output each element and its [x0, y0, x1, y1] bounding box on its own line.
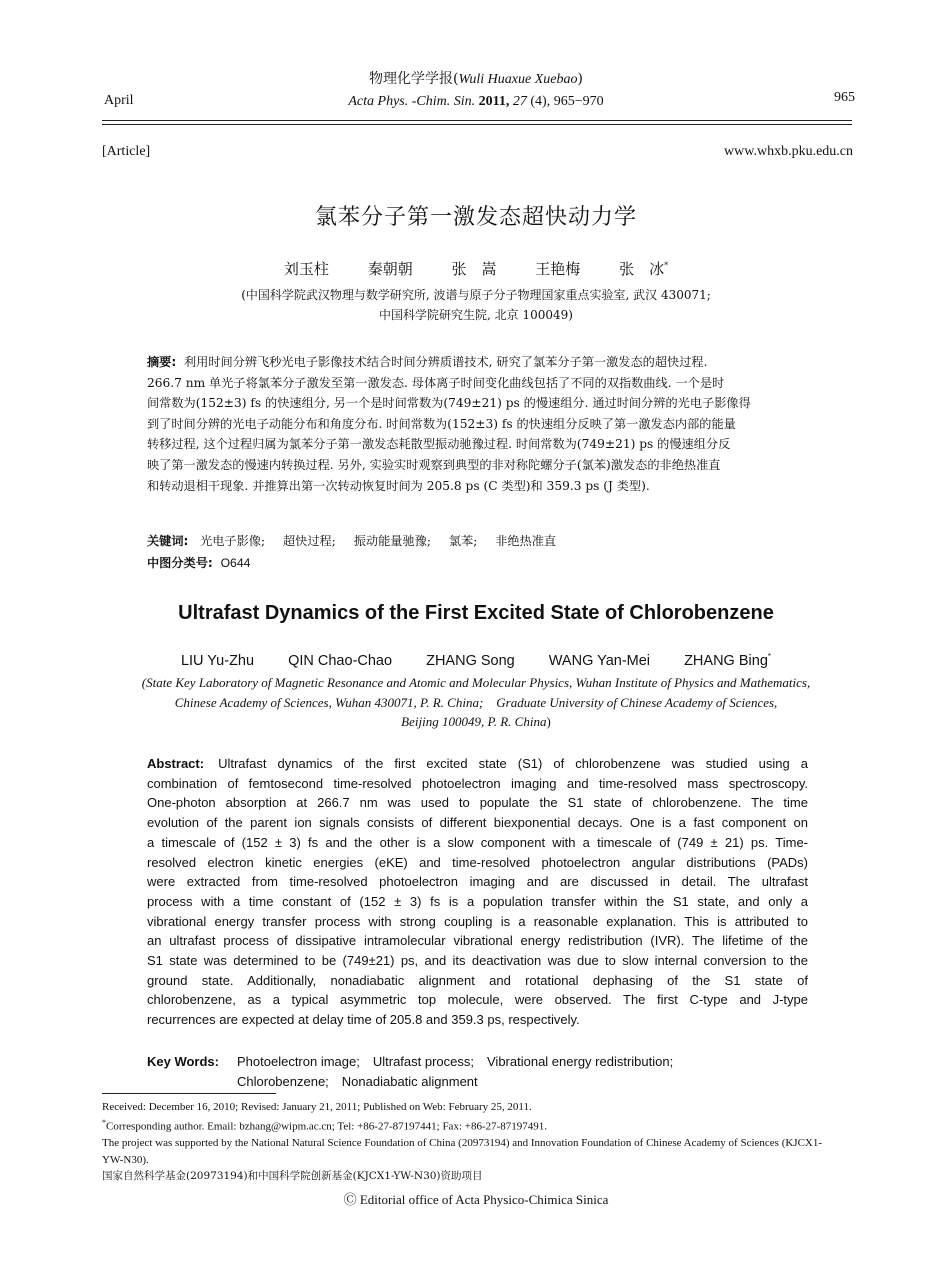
keywords-en-line-1	[147, 1052, 673, 1072]
affiliation-cn-line-1: (中国科学院武汉物理与数学研究所, 波谱与原子分子物理国家重点实验室, 武汉 430071;	[241, 288, 711, 302]
abstract-cn-line: 到了时间分辨的光电子动能分布和角度分布. 时间常数为(152±3) fs 的快速组分反映了第一激发态内部的能量	[147, 416, 736, 431]
keyword-cn: 光电子影像;	[200, 534, 266, 548]
abstract-en-line: vibrational energy transfer process with strong coupling is a reasonable explanation. This is attributed to	[147, 913, 808, 929]
journal-name-cn-text: 物理化学学报(	[369, 71, 459, 87]
keyword-cn: 非绝热准直	[495, 534, 557, 548]
authors-en	[0, 652, 952, 669]
keywords-en-text: Photoelectron image; Ultrafast process; Vibrational energy redistribution;	[237, 1054, 674, 1069]
footnote-received: Received: December 16, 2010; Revised: January 21, 2011; Published on Web: February 25, 2011.	[102, 1101, 532, 1113]
author-cn: 秦朝朝	[367, 260, 413, 278]
header-rule-bottom	[102, 124, 852, 125]
keywords-cn-label: 关键词:	[147, 534, 189, 548]
abstract-cn-line: 和转动退相干现象. 并推算出第一次转动恢复时间为 205.8 ps (C 类型)和 359.3 ps (J 类型).	[147, 478, 650, 493]
citation-pages: (4), 965−970	[530, 94, 604, 109]
abstract-en-line: resolved electron kinetic energies (eKE) and time-resolved photoelectron angular distributions (PADs)	[147, 854, 808, 870]
author-cn: 张 嵩	[451, 260, 497, 278]
abstract-en-line: One-photon absorption at 266.7 nm was used to populate the S1 state of chlorobenzene. The time	[147, 795, 808, 811]
corresponding-mark: *	[767, 652, 772, 661]
abstract-cn-line: 间常数为(152±3) fs 的快速组分, 另一个是时间常数为(749±21) ps 的慢速组分. 通过时间分辨的光电子影像得	[147, 396, 751, 411]
title-cn: 氯苯分子第一激发态超快动力学	[314, 205, 637, 230]
author-en: ZHANG Song	[426, 652, 515, 669]
article-type: [Article]	[102, 144, 151, 159]
author-en: QIN Chao-Chao	[288, 652, 393, 669]
abstract-en-line	[147, 754, 808, 774]
author-cn-name: 张 冰	[619, 260, 665, 278]
abstract-cn-line: 映了第一激发态的慢速内转换过程. 另外, 实验实时观察到典型的非对称陀螺分子(氯苯)激发态的非绝热准直	[147, 457, 721, 472]
keyword-cn: 氯苯;	[448, 534, 478, 548]
corresponding-mark: *	[102, 1118, 106, 1128]
keywords-en-label: Key Words:	[147, 1054, 219, 1069]
keywords-en	[147, 1052, 673, 1091]
author-cn: 王艳梅	[535, 260, 581, 278]
keywords-en-line-2	[147, 1072, 673, 1092]
title-en: Ultrafast Dynamics of the First Excited State of Chlorobenzene	[178, 602, 774, 624]
abstract-cn	[147, 352, 809, 496]
abstract-cn-line: 266.7 nm 单光子将氯苯分子激发至第一激发态. 母体离子时间变化曲线包括了不同的双指数曲线. 一个是时	[147, 375, 725, 390]
journal-citation	[0, 94, 952, 110]
abstract-en-line: ground state. Additionally, nonadiabatic alignment and rotational dephasing of the S1 state of	[147, 972, 808, 988]
footnote-funding-cn: 国家自然科学基金(20973194)和中国科学院创新基金(KJCX1-YW-N30)资助项目	[102, 1170, 483, 1183]
affiliation-en-part: Graduate University of Chinese Academy of Sciences,	[496, 694, 778, 710]
abstract-cn-label: 摘要:	[147, 355, 177, 369]
footnote-corresponding	[102, 1115, 842, 1135]
abstract-en-text: Ultrafast dynamics of the first excited state (S1) of chlorobenzene was studied using a	[218, 756, 808, 771]
journal-website: www.whxb.pku.edu.cn	[724, 144, 853, 159]
page-number: 965	[834, 90, 855, 105]
citation-volume: 27	[512, 94, 527, 109]
keyword-cn: 振动能量驰豫;	[353, 534, 431, 548]
affiliation-en-line-1: (State Key Laboratory of Magnetic Resonance and Atomic and Molecular Physics, Wuhan Institute of Physics and Mathematics,	[141, 675, 811, 690]
journal-name-cn	[0, 68, 952, 88]
abstract-en-line: S1 state was determined to be (749±21) ps, and its deactivation was due to slow internal conversion to the	[147, 953, 808, 969]
abstract-en-line: process with a time constant of (152 ± 3) fs is a population transfer within the S1 state, and only a	[147, 893, 808, 909]
abstract-en-line: were extracted from time-resolved photoelectron imaging and are discussed in detail. The ultrafast	[147, 874, 808, 890]
corresponding-mark: *	[664, 261, 669, 270]
author-en: LIU Yu-Zhu	[180, 652, 255, 669]
affiliation-en-part: Beijing 100049, P. R. China	[401, 714, 547, 729]
abstract-en-line: chlorobenzene, as a typical asymmetric top molecule, were observed. The first C-type and J-type	[147, 992, 808, 1008]
affiliation-en-part: Chinese Academy of Sciences, Wuhan 430071, P. R. China;	[174, 694, 484, 710]
footnote-funding-en: The project was supported by the National Natural Science Foundation of China (20973194) and Innovation Foundation of Chinese Academy of Sciences (KJCX1-YW-N30).	[102, 1137, 823, 1166]
keywords-en-text: Chlorobenzene; Nonadiabatic alignment	[237, 1073, 478, 1089]
author-cn-corresponding	[619, 260, 668, 278]
affiliation-en-line-3	[0, 712, 952, 732]
author-en: WANG Yan-Mei	[548, 652, 651, 669]
citation-journal: Acta Phys. -Chim. Sin.	[348, 94, 476, 109]
author-cn: 刘玉柱	[283, 260, 329, 278]
clc-value: O644	[220, 556, 251, 570]
abstract-cn-line	[147, 352, 809, 373]
footnotes	[102, 1099, 842, 1185]
keywords-cn	[147, 532, 570, 549]
abstract-en-line: recurrences are expected at delay time of 205.8 and 359.3 ps, respectively.	[147, 1012, 580, 1028]
citation-year: 2011,	[478, 94, 510, 109]
author-en-name: ZHANG Bing	[684, 652, 768, 669]
abstract-en-label: Abstract:	[147, 756, 205, 771]
keyword-cn: 超快过程;	[282, 534, 336, 548]
clc-number	[147, 554, 250, 571]
author-en-corresponding	[684, 653, 771, 669]
abstract-en-line: combination of femtosecond time-resolved photoelectron imaging and time-resolved mass spectroscopy.	[147, 775, 808, 791]
corresponding-text: Corresponding author. Email: bzhang@wipm.ac.cn; Tel: +86-27-87197441; Fax: +86-27-87197491.	[106, 1121, 548, 1134]
header-rule-top	[102, 120, 852, 121]
affiliation-en-line-2	[0, 693, 952, 713]
issue-month: April	[104, 93, 134, 108]
abstract-en	[147, 754, 808, 1030]
affiliation-en-close: )	[546, 714, 551, 729]
copyright: Ⓒ Editorial office of Acta Physico-Chimica Sinica	[343, 1192, 609, 1207]
affiliation-en	[0, 673, 952, 732]
abstract-en-line: an ultrafast process of dissipative intramolecular vibrational energy redistribution (IVR). The lifetime of the	[147, 933, 808, 949]
abstract-en-line: a timescale of (152 ± 3) fs and the other is a slow component with a timescale of (749 ± 21) ps. Time-	[147, 834, 808, 850]
abstract-cn-line: 转移过程, 这个过程归属为氯苯分子第一激发态耗散型振动驰豫过程. 时间常数为(749±21) ps 的慢速组分反	[147, 437, 731, 452]
abstract-cn-text: 利用时间分辨飞秒光电子影像技术结合时间分辨质谱技术, 研究了氯苯分子第一激发态的超快过程.	[184, 355, 708, 369]
journal-name-pinyin: Wuli Huaxue Xuebao	[458, 72, 578, 87]
abstract-en-line: evolution of the parent ion signals consists of different biexponential decays. One is a fast component on	[147, 815, 808, 831]
authors-cn	[0, 258, 952, 279]
affiliation-cn-line-2: 中国科学院研究生院, 北京 100049)	[379, 308, 573, 322]
journal-name-cn-close: )	[577, 71, 583, 87]
footnote-rule	[102, 1093, 276, 1094]
clc-label: 中图分类号:	[147, 556, 213, 570]
